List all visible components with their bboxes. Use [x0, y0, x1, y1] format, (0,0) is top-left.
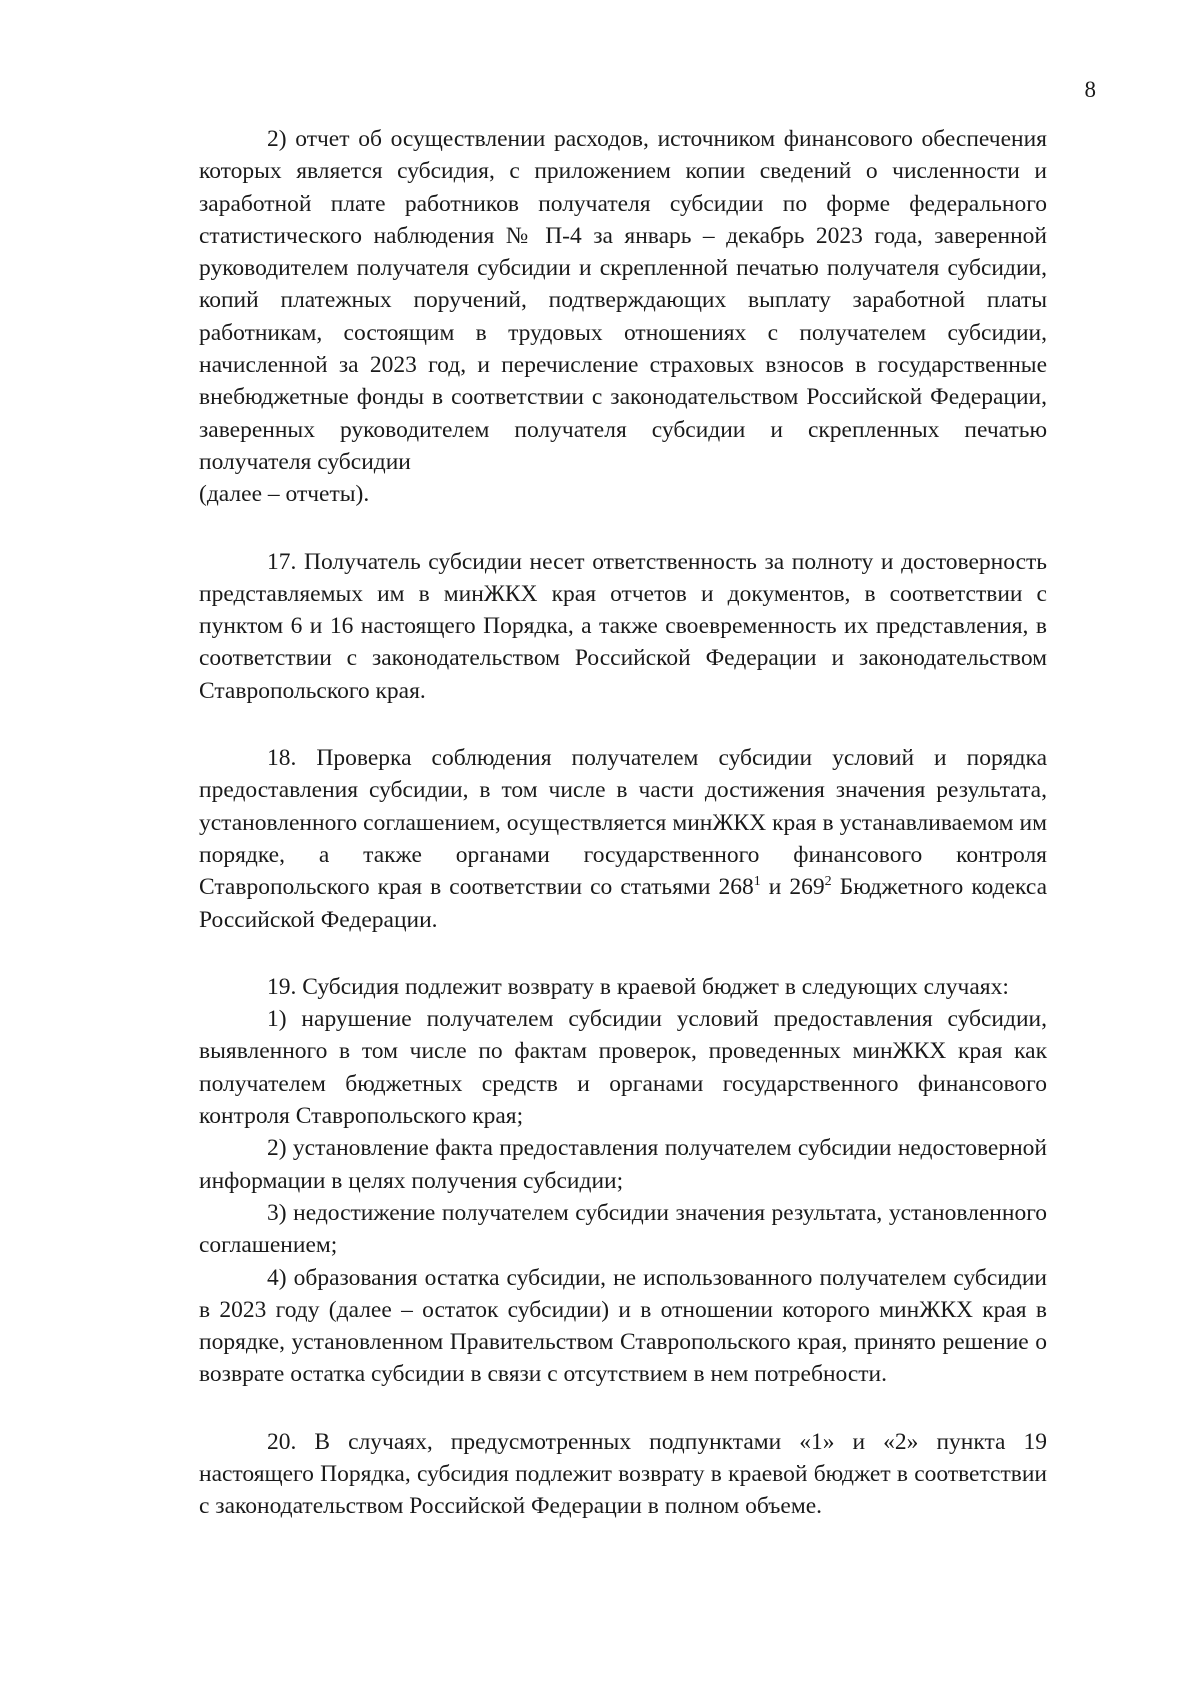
paragraph-18: [199, 742, 1047, 936]
paragraph-18-conjunction: и 269: [760, 874, 825, 901]
paragraph-17: 17. Получатель субсидии несет ответственность за полноту и достоверность представляемых им в минЖКХ края отчетов и документов, в соответствии с пунктом 6 и 16 настоящего Порядка, а также своевременность их представления, в соответствии с законодательством Российской Федерации и законодательством Ставропольского края.: [199, 548, 1047, 704]
paragraph-18-ending: Бюджетного кодекса Российской Федерации.: [199, 874, 1047, 933]
paragraph-18-text: 18. Проверка соблюдения получателем субсидии условий и порядка предоставления субсидии, в том числе в части достижения значения результата, установленного соглашением, осуществляется минЖКХ края в устанавливаемом им порядке, а также органами государственного финансового контроля Ставропольского края в соответствии со статьями 268: [199, 745, 1047, 901]
paragraph-19-item-1: 1) нарушение получателем субсидии условий предоставления субсидии, выявленного в том числе по фактам проверок, проведенных минЖКХ края как получателем бюджетных средств и органами государственного финансового контроля Ставропольского края;: [199, 1006, 1047, 1130]
paragraph-19: 19. Субсидия подлежит возврату в краевой бюджет в следующих случаях:: [267, 973, 1009, 1000]
paragraph-19-item-2: 2) установление факта предоставления получателем субсидии недостоверной информации в целях получения субсидии;: [199, 1135, 1047, 1194]
footnote-superscript-2: 2: [824, 874, 832, 890]
paragraph-20: 20. В случаях, предусмотренных подпунктами «1» и «2» пункта 19 настоящего Порядка, субсидия подлежит возврату в краевой бюджет в соответствии с законодательством Российской Федерации в полном объеме.: [199, 1428, 1047, 1520]
paragraph-16-tail: (далее – отчеты).: [199, 481, 370, 508]
document-body: [199, 123, 1047, 1523]
paragraph-19-item-4: 4) образования остатка субсидии, не использованного получателем субсидии в 2023 году (далее – остаток субсидии) и в отношении которого минЖКХ края в порядке, установленном Правительством Ставропольского края, принято решение о возврате остатка субсидии в связи с отсутствием в нем потребности.: [199, 1264, 1047, 1388]
page-number: 8: [1084, 77, 1096, 102]
paragraph-16-item-2: 2) отчет об осуществлении расходов, источником финансового обеспечения которых является субсидия, с приложением копии сведений о численности и заработной плате работников получателя субсидии по форме федерального статистического наблюдения № П-4 за январь – декабрь 2023 года, заверенной руководителем получателя субсидии и скрепленной печатью получателя субсидии, копий платежных поручений, подтверждающих выплату заработной платы работникам, состоящим в трудовых отношениях с получателем субсидии, начисленной за 2023 год, и перечисление страховых взносов в государственные внебюджетные фонды в соответствии с законодательством Российской Федерации, заверенных руководителем получателя субсидии и скрепленных печатью получателя субсидии: [199, 126, 1047, 475]
paragraph-19-item-3: 3) недостижение получателем субсидии значения результата, установленного соглашением;: [199, 1199, 1047, 1259]
footnote-superscript-1: 1: [753, 874, 761, 890]
